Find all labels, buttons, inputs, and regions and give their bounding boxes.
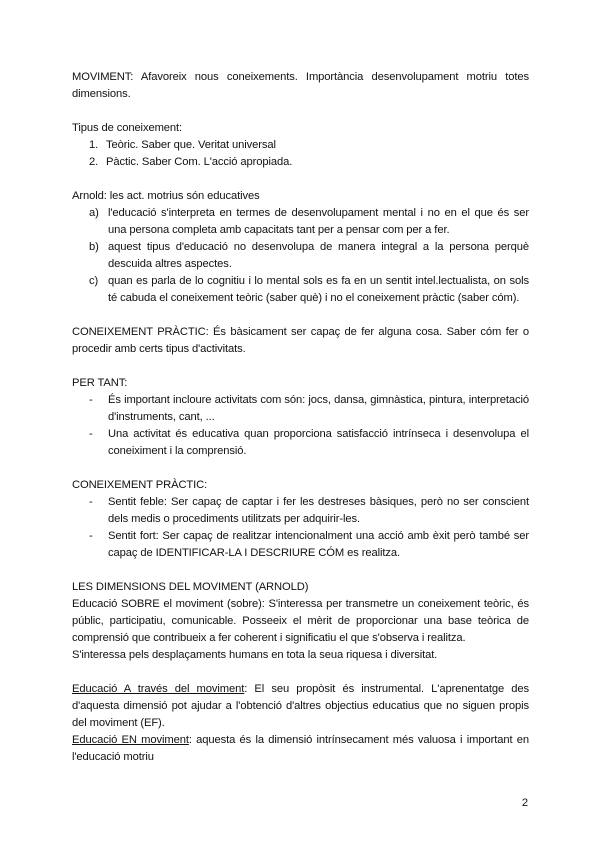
list-marker: 1. bbox=[89, 139, 99, 151]
dimensions-heading: LES DIMENSIONS DEL MOVIMENT (ARNOLD) bbox=[72, 581, 309, 593]
en-label: Educació EN moviment bbox=[72, 734, 189, 746]
list-item bbox=[72, 528, 529, 562]
dimensions-paragraph-2: S'interessa pels desplaçaments humans en tota la seua riquesa i diversitat. bbox=[72, 649, 438, 661]
tipus-heading: Tipus de coneixement: bbox=[72, 122, 183, 134]
atraves-label: Educació A través del moviment bbox=[72, 683, 245, 695]
list-item bbox=[72, 137, 529, 154]
list-marker: - bbox=[89, 428, 93, 440]
per-tant-heading: PER TANT: bbox=[72, 377, 128, 389]
list-item-text: aquest tipus d'educació no desenvolupa de manera integral a la persona perquè descuida altres aspectes. bbox=[108, 241, 529, 270]
atraves-paragraph bbox=[72, 681, 529, 732]
list-item-text: Sentit feble: Ser capaç de captar i fer les destreses bàsiques, però no ser conscient dels medis o procediments utilitzats per adquirir-les. bbox=[108, 496, 529, 525]
coneixement-practic-heading: CONEIXEMENT PRÀCTIC: bbox=[72, 479, 208, 491]
list-item-text: Una activitat és educativa quan proporciona satisfacció intrínseca i desenvolupa el coneiximent i la comprensió. bbox=[108, 428, 529, 457]
list-item bbox=[72, 154, 529, 171]
list-item-text: Sentit fort: Ser capaç de realitzar intencionalment una acció amb èxit però també ser capaç de IDENTIFICAR-LA I DESCRIURE CÓM es realitza. bbox=[108, 530, 529, 559]
list-marker: a) bbox=[89, 207, 99, 219]
intro-paragraph: MOVIMENT: Afavoreix nous coneixements. Importància desenvolupament motriu totes dimensions. bbox=[72, 71, 529, 100]
list-marker: - bbox=[89, 496, 93, 508]
en-paragraph bbox=[72, 732, 529, 766]
list-marker: b) bbox=[89, 241, 99, 253]
list-item-text: És important incloure activitats com són: jocs, dansa, gimnàstica, pintura, interpretació d'instruments, cant, ... bbox=[108, 394, 529, 423]
coneixement-practic-paragraph: CONEIXEMENT PRÀCTIC: És bàsicament ser capaç de fer alguna cosa. Saber cóm fer o procedir amb certs tipus d'activitats. bbox=[72, 326, 529, 355]
list-item bbox=[72, 239, 529, 273]
list-item bbox=[72, 273, 529, 307]
list-item-text: Pàctic. Saber Com. L'acció apropiada. bbox=[106, 156, 293, 168]
list-marker: - bbox=[89, 394, 93, 406]
list-marker: - bbox=[89, 530, 93, 542]
list-marker: c) bbox=[89, 275, 99, 287]
list-item-text: l'educació s'interpreta en termes de desenvolupament mental i no en el que és ser una persona completa amb capacitats tant per a pensar com per a fer. bbox=[108, 207, 529, 236]
list-item bbox=[72, 426, 529, 460]
list-item bbox=[72, 205, 529, 239]
arnold-heading: Arnold: les act. motrius són educatives bbox=[72, 190, 260, 202]
document-body bbox=[72, 69, 529, 766]
list-item-text: quan es parla de lo cognitiu i lo mental sols es fa en un sentit intel.lectualista, on sols té cabuda el coneixement teòric (saber què) i no el coneixement pràctic (saber cóm). bbox=[108, 275, 529, 304]
list-item bbox=[72, 494, 529, 528]
en-text: : aquesta és la dimensió intrínsecament més valuosa i important en l'educació motriu bbox=[72, 734, 529, 763]
dimensions-paragraph-1: Educació SOBRE el moviment (sobre): S'interessa per transmetre un coneixement teòric, és públic, participatiu, comunicable. Posseeix el mèrit de proporcionar una base teòrica de comprensió que contribueix a fer coherent i significatiu el que s'observa i realitza. bbox=[72, 598, 529, 644]
list-item bbox=[72, 392, 529, 426]
page-number: 2 bbox=[521, 797, 528, 809]
atraves-text: : El seu propòsit és instrumental. L'aprenentatge des d'aquesta dimensió pot ajudar a l'obtenció d'altres objectius educatius que no siguen propis del moviment (EF). bbox=[72, 683, 529, 729]
list-item-text: Teòric. Saber que. Veritat universal bbox=[106, 139, 276, 151]
list-marker: 2. bbox=[89, 156, 99, 168]
